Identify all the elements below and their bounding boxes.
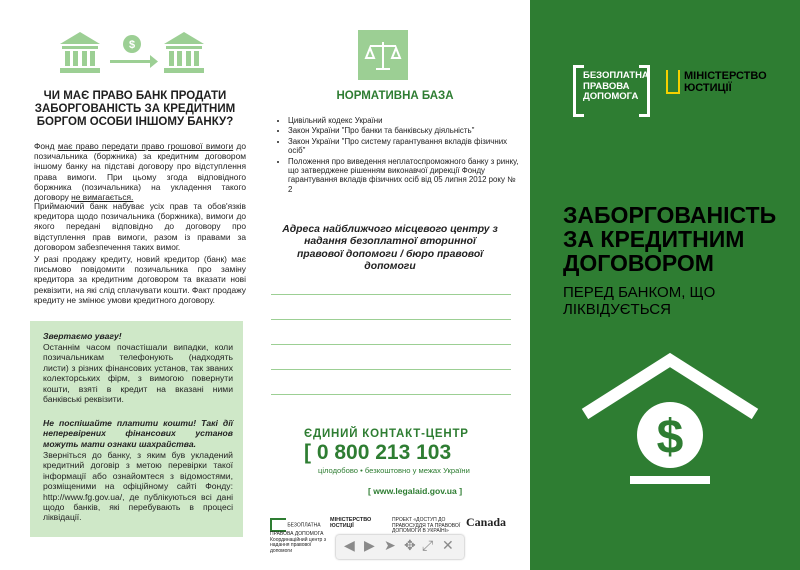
pointer-icon[interactable]: ➤ [384, 537, 396, 553]
attention-warning: Не поспішайте платити кошти! Такі дії неперевірених фінансових установ можуть мати ознаки шахрайства. [43, 418, 233, 449]
address-line [271, 344, 511, 345]
contact-center-label: ЄДИНИЙ КОНТАКТ-ЦЕНТР [304, 428, 469, 440]
svg-text:$: $ [128, 39, 136, 51]
address-line [271, 369, 511, 370]
move-icon[interactable]: ✥ [404, 537, 416, 553]
fullscreen-icon[interactable]: ⤢ [422, 537, 434, 553]
logo-legal-aid: БЕЗОПЛАТНА ПРАВОВА ДОПОМОГА [573, 65, 653, 115]
attention-box [30, 321, 243, 537]
laws-list [278, 116, 520, 195]
footer-logo-ministry: МІНІСТЕРСТВО ЮСТИЦІЇ [330, 517, 372, 529]
address-line [271, 394, 511, 395]
bracket-icon [270, 518, 286, 532]
svg-text:$: $ [656, 411, 684, 464]
footer-logo-project: ПРОЕКТ «ДОСТУП ДО ПРАВОСУДДЯ ТА ПРАВОВОЇ ДОПОМОГИ В УКРАЇНІ» [392, 517, 461, 534]
list-item: • Закон України "Про систему гарантування вкладів фізичних осіб" [288, 137, 520, 156]
brochure-subtitle: ПЕРЕД БАНКОМ, ЩО ЛІКВІДУЄТЬСЯ [563, 284, 716, 318]
bank-transfer-icon [58, 30, 213, 76]
attention-text-2: Зверніться до банку, з яким був укладений кредитний договір з метою перевірки такої інформації або ознайомтеся з відомостями, розміщеними на офіційному сайті Фонду: http://www.fg.gov.ua/, де публікуються всі дані щодо банків, які перебувають в процесі ліквідації. [43, 450, 233, 523]
list-item: • Положення про виведення неплатоспроможного банку з ринку, що затверджене рішенням виконавчої дирекції Фонду гарантування вкладів фізичних осіб від 05 липня 2012 року № 2 [288, 157, 520, 195]
arrow-left-icon[interactable]: ◀ [344, 537, 355, 553]
footer-logo-canada: Canada [466, 515, 507, 529]
paragraph-3: У разі продажу кредиту, новий кредитор (банк) має письмово повідомити позичальника про заміну кредитора за кредитним договором та вказати нові реквізити, на які слід сплачувати кошти. Факт продажу кредиту не змінює умови кредитного договору. [34, 254, 246, 305]
list-item: • Цивільний кодекс України [288, 116, 520, 125]
attention-title: Звертаємо увагу! [43, 331, 122, 341]
phone-number: [ 0 800 213 103 [304, 441, 452, 464]
footer-logo-legal-aid: БЕЗОПЛАТНА ПРАВОВА ДОПОМОГА Координаційний центр з надання правової допомоги [270, 518, 328, 554]
house-dollar-icon [575, 352, 765, 497]
list-item: • Закон України "Про банки та банківську діяльність" [288, 126, 520, 135]
brochure-title: ЗАБОРГОВАНІСТЬ ЗА КРЕДИТНИМ ДОГОВОРОМ [563, 202, 777, 276]
paragraph-2: Приймаючий банк набуває усіх прав та обов'язків кредитора щодо позичальника (боржника), вимоги до якого передані відповідно до договору про відступлення прав вимоги, разом із правами за договором забезпечення таких вимог. [34, 201, 246, 252]
scales-icon [358, 30, 408, 80]
logo-ministry: МІНІСТЕРСТВО ЮСТИЦІЇ [684, 70, 767, 94]
phone-note: цілодобово • безкоштовно у межах України [318, 466, 470, 475]
legal-basis-heading: НОРМАТИВНА БАЗА [336, 90, 454, 102]
close-icon[interactable]: ✕ [442, 537, 454, 553]
scales-icon-box [358, 30, 408, 80]
address-line [271, 294, 511, 295]
paragraph-1: Фонд має право передати право грошової вимоги до позичальника (боржника) за кредитним договором іншому банку на підставі договору про відступлення права вимоги. При цьому згода відповідного боржника (позичальника) на укладення такого договору не вимагається. [34, 141, 246, 203]
bracket-right-icon [639, 65, 650, 117]
trident-icon [666, 70, 680, 94]
address-prompt: Адреса найближчого місцевого центру з надання безоплатної вторинної правової допомоги / бюро правової допомоги [282, 224, 498, 273]
left-question-heading: ЧИ МАЄ ПРАВО БАНК ПРОДАТИ ЗАБОРГОВАНІСТЬ ЗА КРЕДИТНИМ БОРГОМ ОСОБИ ІНШОМУ БАНКУ? [34, 90, 236, 128]
arrow-right-icon[interactable]: ▶ [364, 537, 375, 553]
website-link[interactable]: [ www.legalaid.gov.ua ] [368, 486, 463, 496]
viewer-toolbar [336, 535, 464, 559]
attention-text-1: Останнім часом почастішали випадки, коли позичальникам телефонують (надходять листи) з різних фінансових установ, так званих колекторських фірм, з вимогою повернути кошти, взяті в кредит на вказані ними банківські реквізити. [43, 342, 233, 405]
bracket-icon: [ [304, 441, 317, 464]
address-line [271, 319, 511, 320]
